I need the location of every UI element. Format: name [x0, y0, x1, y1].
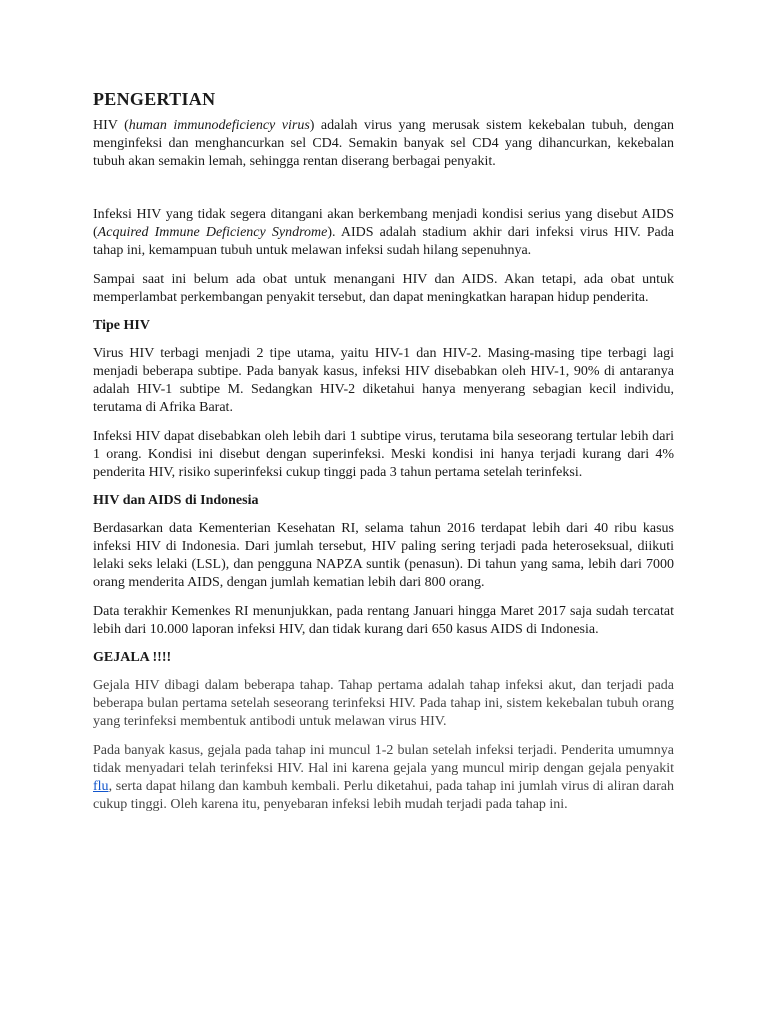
paragraph-hiv-definition: HIV (human immunodeficiency virus) adalah virus yang merusak sistem kekebalan tubuh, dengan menginfeksi dan menghancurkan sel CD4. Semakin banyak sel CD4 yang dihancurkan, kekebalan tubuh akan semakin lemah, sehingga rentan diserang berbagai penyakit. — [93, 118, 674, 169]
paragraph-indonesia-2016: Berdasarkan data Kementerian Kesehatan RI, selama tahun 2016 terdapat lebih dari 40 ribu kasus infeksi HIV di Indonesia. Dari jumlah tersebut, HIV paling sering terjadi pada heteroseksual, diikuti lelaki seks lelaki (LSL), dan pengguna NAPZA suntik (penasun). Di tahun yang sama, lebih dari 7000 orang menderita AIDS, dengan jumlah kematian lebih dari 800 orang. — [93, 521, 674, 590]
paragraph-superinfection: Infeksi HIV dapat disebabkan oleh lebih dari 1 subtipe virus, terutama bila seseorang tertular lebih dari 1 orang. Kondisi ini disebut dengan superinfeksi. Meski kondisi ini hanya terjadi kurang dari 4% penderita HIV, risiko superinfeksi cukup tinggi pada 3 tahun pertama setelah terinfeksi. — [93, 429, 674, 480]
paragraph-indonesia-2017: Data terakhir Kemenkes RI menunjukkan, pada rentang Januari hingga Maret 2017 saja sudah tercatat lebih dari 10.000 laporan infeksi HIV, dan tidak kurang dari 650 kasus AIDS di Indonesia. — [93, 604, 674, 637]
heading-gejala: GEJALA !!!! — [93, 650, 172, 665]
page-title: PENGERTIAN — [93, 89, 216, 109]
heading-tipe-hiv: Tipe HIV — [93, 318, 150, 333]
paragraph-hiv-types: Virus HIV terbagi menjadi 2 tipe utama, yaitu HIV-1 dan HIV-2. Masing-masing tipe terbagi lagi menjadi beberapa subtipe. Pada banyak kasus, infeksi HIV disebabkan oleh HIV-1, 90% di antaranya adalah HIV-1 subtipe M. Sedangkan HIV-2 diketahui hanya menyerang sebagian kecil individu, terutama di Afrika Barat. — [93, 346, 674, 415]
paragraph-treatment: Sampai saat ini belum ada obat untuk menangani HIV dan AIDS. Akan tetapi, ada obat untuk memperlambat perkembangan penyakit tersebut, dan dapat meningkatkan harapan hidup penderita. — [93, 272, 674, 305]
paragraph-acute-stage: Pada banyak kasus, gejala pada tahap ini muncul 1-2 bulan setelah infeksi terjadi. Penderita umumnya tidak menyadari telah terinfeksi HIV. Hal ini karena gejala yang muncul mirip dengan gejala penyakit flu, serta dapat hilang dan kambuh kembali. Perlu diketahui, pada tahap ini jumlah virus di aliran darah cukup tinggi. Oleh karena itu, penyebaran infeksi lebih mudah terjadi pada tahap ini. — [93, 743, 674, 812]
paragraph-symptom-stages: Gejala HIV dibagi dalam beberapa tahap. Tahap pertama adalah tahap infeksi akut, dan terjadi pada beberapa bulan pertama setelah seseorang terinfeksi HIV. Pada tahap ini, sistem kekebalan tubuh orang yang terinfeksi membentuk antibodi untuk melawan virus HIV. — [93, 678, 674, 729]
flu-link[interactable]: flu — [93, 779, 109, 794]
paragraph-aids-definition: Infeksi HIV yang tidak segera ditangani akan berkembang menjadi kondisi serius yang disebut AIDS (Acquired Immune Deficiency Syndrome). AIDS adalah stadium akhir dari infeksi virus HIV. Pada tahap ini, kemampuan tubuh untuk melawan infeksi sudah hilang sepenuhnya. — [93, 207, 674, 258]
heading-hiv-indonesia: HIV dan AIDS di Indonesia — [93, 493, 259, 508]
